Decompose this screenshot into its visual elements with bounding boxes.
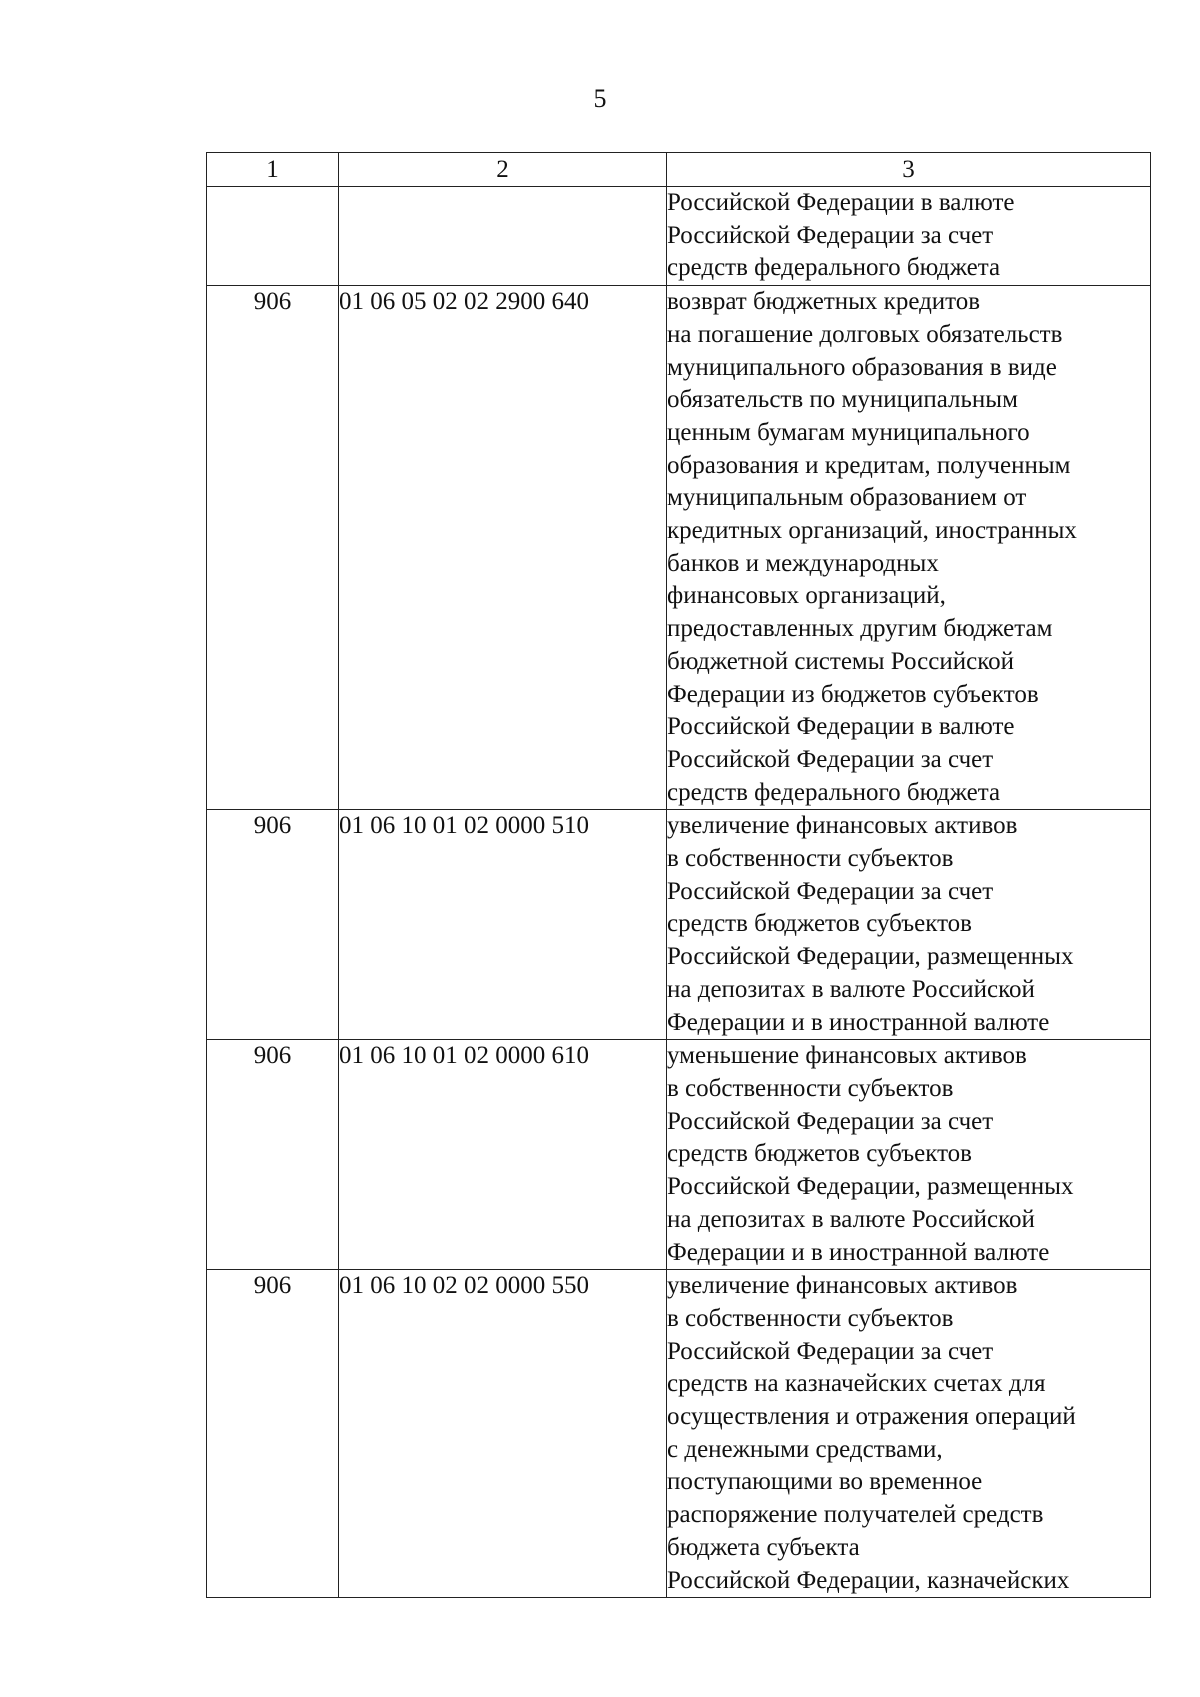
description-line: Российской Федерации, размещенных — [667, 943, 1074, 971]
table-row — [207, 1040, 1151, 1270]
description-line: на депозитах в валюте Российской — [667, 975, 1035, 1003]
description-cell — [667, 1040, 1151, 1270]
admin-code-cell: 906 — [207, 1270, 339, 1598]
description-line: на погашение долговых обязательств — [667, 320, 1063, 348]
description-line: в собственности субъектов — [667, 1304, 954, 1332]
description-cell — [667, 286, 1151, 810]
admin-code-cell: 906 — [207, 1040, 339, 1270]
description-line: бюджета субъекта — [667, 1533, 860, 1561]
classification-code-cell — [339, 187, 667, 286]
description-line: ценным бумагам муниципального — [667, 418, 1030, 446]
classification-code-cell: 01 06 05 02 02 2900 640 — [339, 286, 667, 810]
description-line: средств бюджетов субъектов — [667, 910, 972, 938]
description-line: средств бюджетов субъектов — [667, 1140, 972, 1168]
description-line: Российской Федерации, казначейских — [667, 1566, 1070, 1594]
budget-classification-table — [206, 152, 1151, 1598]
description-line: Российской Федерации за счет — [667, 877, 994, 905]
description-line: Российской Федерации за счет — [667, 221, 994, 249]
classification-code-cell: 01 06 10 02 02 0000 550 — [339, 1270, 667, 1598]
admin-code-cell — [207, 187, 339, 286]
description-line: Федерации и в иностранной валюте — [667, 1238, 1050, 1266]
table-row — [207, 286, 1151, 810]
description-line: финансовых организаций, — [667, 582, 946, 610]
description-line: образования и кредитам, полученным — [667, 451, 1071, 479]
table-header-row — [207, 153, 1151, 187]
description-line: Федерации и в иностранной валюте — [667, 1008, 1050, 1036]
description-line: с денежными средствами, — [667, 1435, 943, 1463]
column-header-2: 2 — [339, 153, 667, 187]
description-line: на депозитах в валюте Российской — [667, 1205, 1035, 1233]
admin-code-cell: 906 — [207, 810, 339, 1040]
description-line: предоставленных другим бюджетам — [667, 615, 1053, 643]
description-line: средств на казначейских счетах для — [667, 1370, 1046, 1398]
description-line: Российской Федерации за счет — [667, 745, 994, 773]
description-line: в собственности субъектов — [667, 845, 954, 873]
table-row — [207, 810, 1151, 1040]
description-line: Российской Федерации за счет — [667, 1337, 994, 1365]
column-header-3: 3 — [667, 153, 1151, 187]
description-line: Российской Федерации в валюте — [667, 189, 1015, 216]
table-body — [207, 187, 1151, 1598]
description-line: возврат бюджетных кредитов — [667, 288, 981, 316]
description-line: бюджетной системы Российской — [667, 647, 1014, 675]
description-line: муниципального образования в виде — [667, 353, 1057, 381]
description-line: Федерации из бюджетов субъектов — [667, 680, 1039, 708]
description-line: уменьшение финансовых активов — [667, 1042, 1027, 1070]
description-cell — [667, 810, 1151, 1040]
table-row — [207, 1270, 1151, 1598]
description-line: средств федерального бюджета — [667, 778, 1001, 806]
description-line: обязательств по муниципальным — [667, 386, 1018, 414]
description-line: Российской Федерации за счет — [667, 1107, 994, 1135]
description-line: муниципальным образованием от — [667, 484, 1027, 512]
description-line: осуществления и отражения операций — [667, 1403, 1076, 1431]
description-line: в собственности субъектов — [667, 1074, 954, 1102]
table-row — [207, 187, 1151, 286]
page-number: 5 — [593, 84, 607, 113]
classification-code-cell: 01 06 10 01 02 0000 510 — [339, 810, 667, 1040]
description-line: поступающими во временное — [667, 1468, 983, 1496]
description-line: банков и международных — [667, 549, 939, 577]
description-line: увеличение финансовых активов — [667, 812, 1018, 840]
classification-code-cell: 01 06 10 01 02 0000 610 — [339, 1040, 667, 1270]
description-line: Российской Федерации в валюте — [667, 713, 1015, 741]
description-line: кредитных организаций, иностранных — [667, 517, 1077, 545]
admin-code-cell: 906 — [207, 286, 339, 810]
description-line: средств федерального бюджета — [667, 254, 1001, 282]
description-cell — [667, 1270, 1151, 1598]
description-line: распоряжение получателей средств — [667, 1501, 1044, 1529]
description-line: увеличение финансовых активов — [667, 1272, 1018, 1300]
description-cell — [667, 187, 1151, 286]
column-header-1: 1 — [207, 153, 339, 187]
description-line: Российской Федерации, размещенных — [667, 1173, 1074, 1201]
